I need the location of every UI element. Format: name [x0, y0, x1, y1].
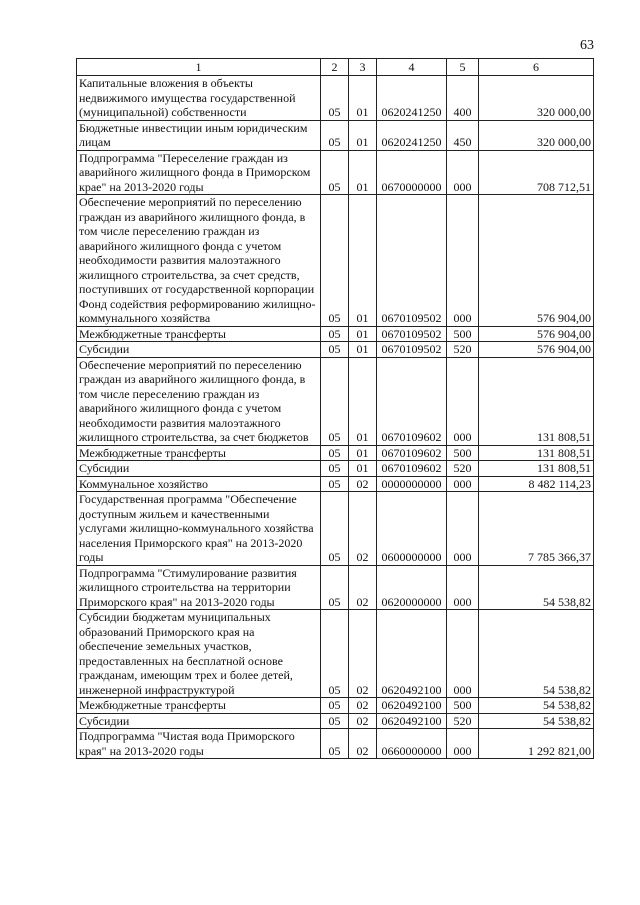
- row-amount: 54 538,82: [479, 610, 594, 698]
- row-name: Обеспечение мероприятий по переселению граждан из аварийного жилищного фонда, в том числе переселению граждан из аварийного жилищного фонда с учетом необходимости развития малоэтажного жилищного строительства, за счет бюджетов: [77, 357, 321, 445]
- row-amount: 7 785 366,37: [479, 492, 594, 566]
- table-row: [77, 476, 594, 492]
- row-target-code: 0620241250: [377, 76, 447, 121]
- row-name: Субсидии бюджетам муниципальных образований Приморского края на обеспечение земельных участков, предоставленных на бесплатной основе гражданам, имеющим трех и более детей, инженерной инфраструктурой: [77, 610, 321, 698]
- row-amount: 320 000,00: [479, 120, 594, 150]
- header-col-1: 1: [77, 59, 321, 76]
- row-section: 05: [321, 76, 349, 121]
- row-section: 05: [321, 698, 349, 714]
- row-subsection: 01: [349, 120, 377, 150]
- row-name: Субсидии: [77, 342, 321, 358]
- header-col-4: 4: [377, 59, 447, 76]
- row-subsection: 01: [349, 357, 377, 445]
- row-expense-type: 000: [447, 357, 479, 445]
- row-name: Бюджетные инвестиции иным юридическим лицам: [77, 120, 321, 150]
- row-expense-type: 000: [447, 610, 479, 698]
- row-subsection: 01: [349, 461, 377, 477]
- row-target-code: 0670109502: [377, 342, 447, 358]
- table-row: [77, 729, 594, 759]
- row-subsection: 02: [349, 492, 377, 566]
- row-section: 05: [321, 729, 349, 759]
- row-expense-type: 450: [447, 120, 479, 150]
- row-name: Субсидии: [77, 713, 321, 729]
- row-target-code: 0670109602: [377, 461, 447, 477]
- row-section: 05: [321, 120, 349, 150]
- row-subsection: 01: [349, 326, 377, 342]
- row-name: Подпрограмма "Переселение граждан из аварийного жилищного фонда в Приморском крае" на 2013-2020 годы: [77, 150, 321, 195]
- row-subsection: 01: [349, 342, 377, 358]
- row-target-code: 0620000000: [377, 565, 447, 610]
- row-target-code: 0620492100: [377, 698, 447, 714]
- row-target-code: 0600000000: [377, 492, 447, 566]
- table-row: [77, 195, 594, 327]
- row-section: 05: [321, 461, 349, 477]
- table-row: [77, 698, 594, 714]
- row-subsection: 01: [349, 195, 377, 327]
- row-subsection: 02: [349, 713, 377, 729]
- row-amount: 131 808,51: [479, 461, 594, 477]
- row-amount: 576 904,00: [479, 195, 594, 327]
- table-row: [77, 565, 594, 610]
- row-expense-type: 500: [447, 445, 479, 461]
- header-col-3: 3: [349, 59, 377, 76]
- row-section: 05: [321, 357, 349, 445]
- row-section: 05: [321, 342, 349, 358]
- row-subsection: 02: [349, 565, 377, 610]
- row-expense-type: 520: [447, 713, 479, 729]
- row-amount: 8 482 114,23: [479, 476, 594, 492]
- row-name: Субсидии: [77, 461, 321, 477]
- row-subsection: 01: [349, 445, 377, 461]
- row-amount: 54 538,82: [479, 565, 594, 610]
- row-name: Капитальные вложения в объекты недвижимого имущества государственной (муниципальной) собственности: [77, 76, 321, 121]
- row-section: 05: [321, 195, 349, 327]
- row-target-code: 0670000000: [377, 150, 447, 195]
- row-amount: 576 904,00: [479, 326, 594, 342]
- table-row: [77, 461, 594, 477]
- row-expense-type: 000: [447, 729, 479, 759]
- header-col-2: 2: [321, 59, 349, 76]
- row-expense-type: 500: [447, 698, 479, 714]
- row-section: 05: [321, 150, 349, 195]
- row-name: Коммунальное хозяйство: [77, 476, 321, 492]
- row-name: Государственная программа "Обеспечение доступным жильем и качественными услугами жилищно-коммунального хозяйства населения Приморского края" на 2013-2020 годы: [77, 492, 321, 566]
- row-target-code: 0670109602: [377, 357, 447, 445]
- row-section: 05: [321, 492, 349, 566]
- row-section: 05: [321, 713, 349, 729]
- row-expense-type: 400: [447, 76, 479, 121]
- row-subsection: 02: [349, 729, 377, 759]
- row-amount: 131 808,51: [479, 445, 594, 461]
- row-subsection: 02: [349, 698, 377, 714]
- row-expense-type: 000: [447, 150, 479, 195]
- row-target-code: 0670109502: [377, 326, 447, 342]
- table-header-row: [77, 59, 594, 76]
- row-section: 05: [321, 445, 349, 461]
- row-amount: 54 538,82: [479, 713, 594, 729]
- row-name: Подпрограмма "Стимулирование развития жилищного строительства на территории Приморского края" на 2013-2020 годы: [77, 565, 321, 610]
- table-row: [77, 342, 594, 358]
- row-target-code: 0620492100: [377, 610, 447, 698]
- row-expense-type: 000: [447, 565, 479, 610]
- table-row: [77, 492, 594, 566]
- table-row: [77, 713, 594, 729]
- table-row: [77, 445, 594, 461]
- row-name: Обеспечение мероприятий по переселению граждан из аварийного жилищного фонда, в том числе переселению граждан из аварийного жилищного фонда с учетом необходимости развития малоэтажного жилищного строительства, за счет средств, поступивших от государственной корпорации Фонд содействия реформированию жилищно-коммунального хозяйства: [77, 195, 321, 327]
- row-target-code: 0660000000: [377, 729, 447, 759]
- row-name: Межбюджетные трансферты: [77, 698, 321, 714]
- row-section: 05: [321, 326, 349, 342]
- row-expense-type: 000: [447, 195, 479, 327]
- row-section: 05: [321, 476, 349, 492]
- header-col-6: 6: [479, 59, 594, 76]
- budget-table: [76, 58, 594, 759]
- row-target-code: 0620492100: [377, 713, 447, 729]
- row-name: Межбюджетные трансферты: [77, 326, 321, 342]
- row-amount: 1 292 821,00: [479, 729, 594, 759]
- table-row: [77, 326, 594, 342]
- row-subsection: 01: [349, 150, 377, 195]
- row-amount: 708 712,51: [479, 150, 594, 195]
- table-row: [77, 120, 594, 150]
- row-target-code: 0670109502: [377, 195, 447, 327]
- row-amount: 576 904,00: [479, 342, 594, 358]
- row-section: 05: [321, 610, 349, 698]
- row-amount: 320 000,00: [479, 76, 594, 121]
- row-expense-type: 520: [447, 342, 479, 358]
- row-name: Подпрограмма "Чистая вода Приморского края" на 2013-2020 годы: [77, 729, 321, 759]
- row-subsection: 02: [349, 476, 377, 492]
- row-target-code: 0670109602: [377, 445, 447, 461]
- table-row: [77, 76, 594, 121]
- table-row: [77, 357, 594, 445]
- row-expense-type: 000: [447, 492, 479, 566]
- row-target-code: 0620241250: [377, 120, 447, 150]
- row-expense-type: 500: [447, 326, 479, 342]
- row-amount: 131 808,51: [479, 357, 594, 445]
- row-subsection: 02: [349, 610, 377, 698]
- row-expense-type: 520: [447, 461, 479, 477]
- table-row: [77, 150, 594, 195]
- page-number: 63: [580, 38, 594, 53]
- row-name: Межбюджетные трансферты: [77, 445, 321, 461]
- header-col-5: 5: [447, 59, 479, 76]
- row-section: 05: [321, 565, 349, 610]
- row-subsection: 01: [349, 76, 377, 121]
- row-amount: 54 538,82: [479, 698, 594, 714]
- row-expense-type: 000: [447, 476, 479, 492]
- row-target-code: 0000000000: [377, 476, 447, 492]
- table-row: [77, 610, 594, 698]
